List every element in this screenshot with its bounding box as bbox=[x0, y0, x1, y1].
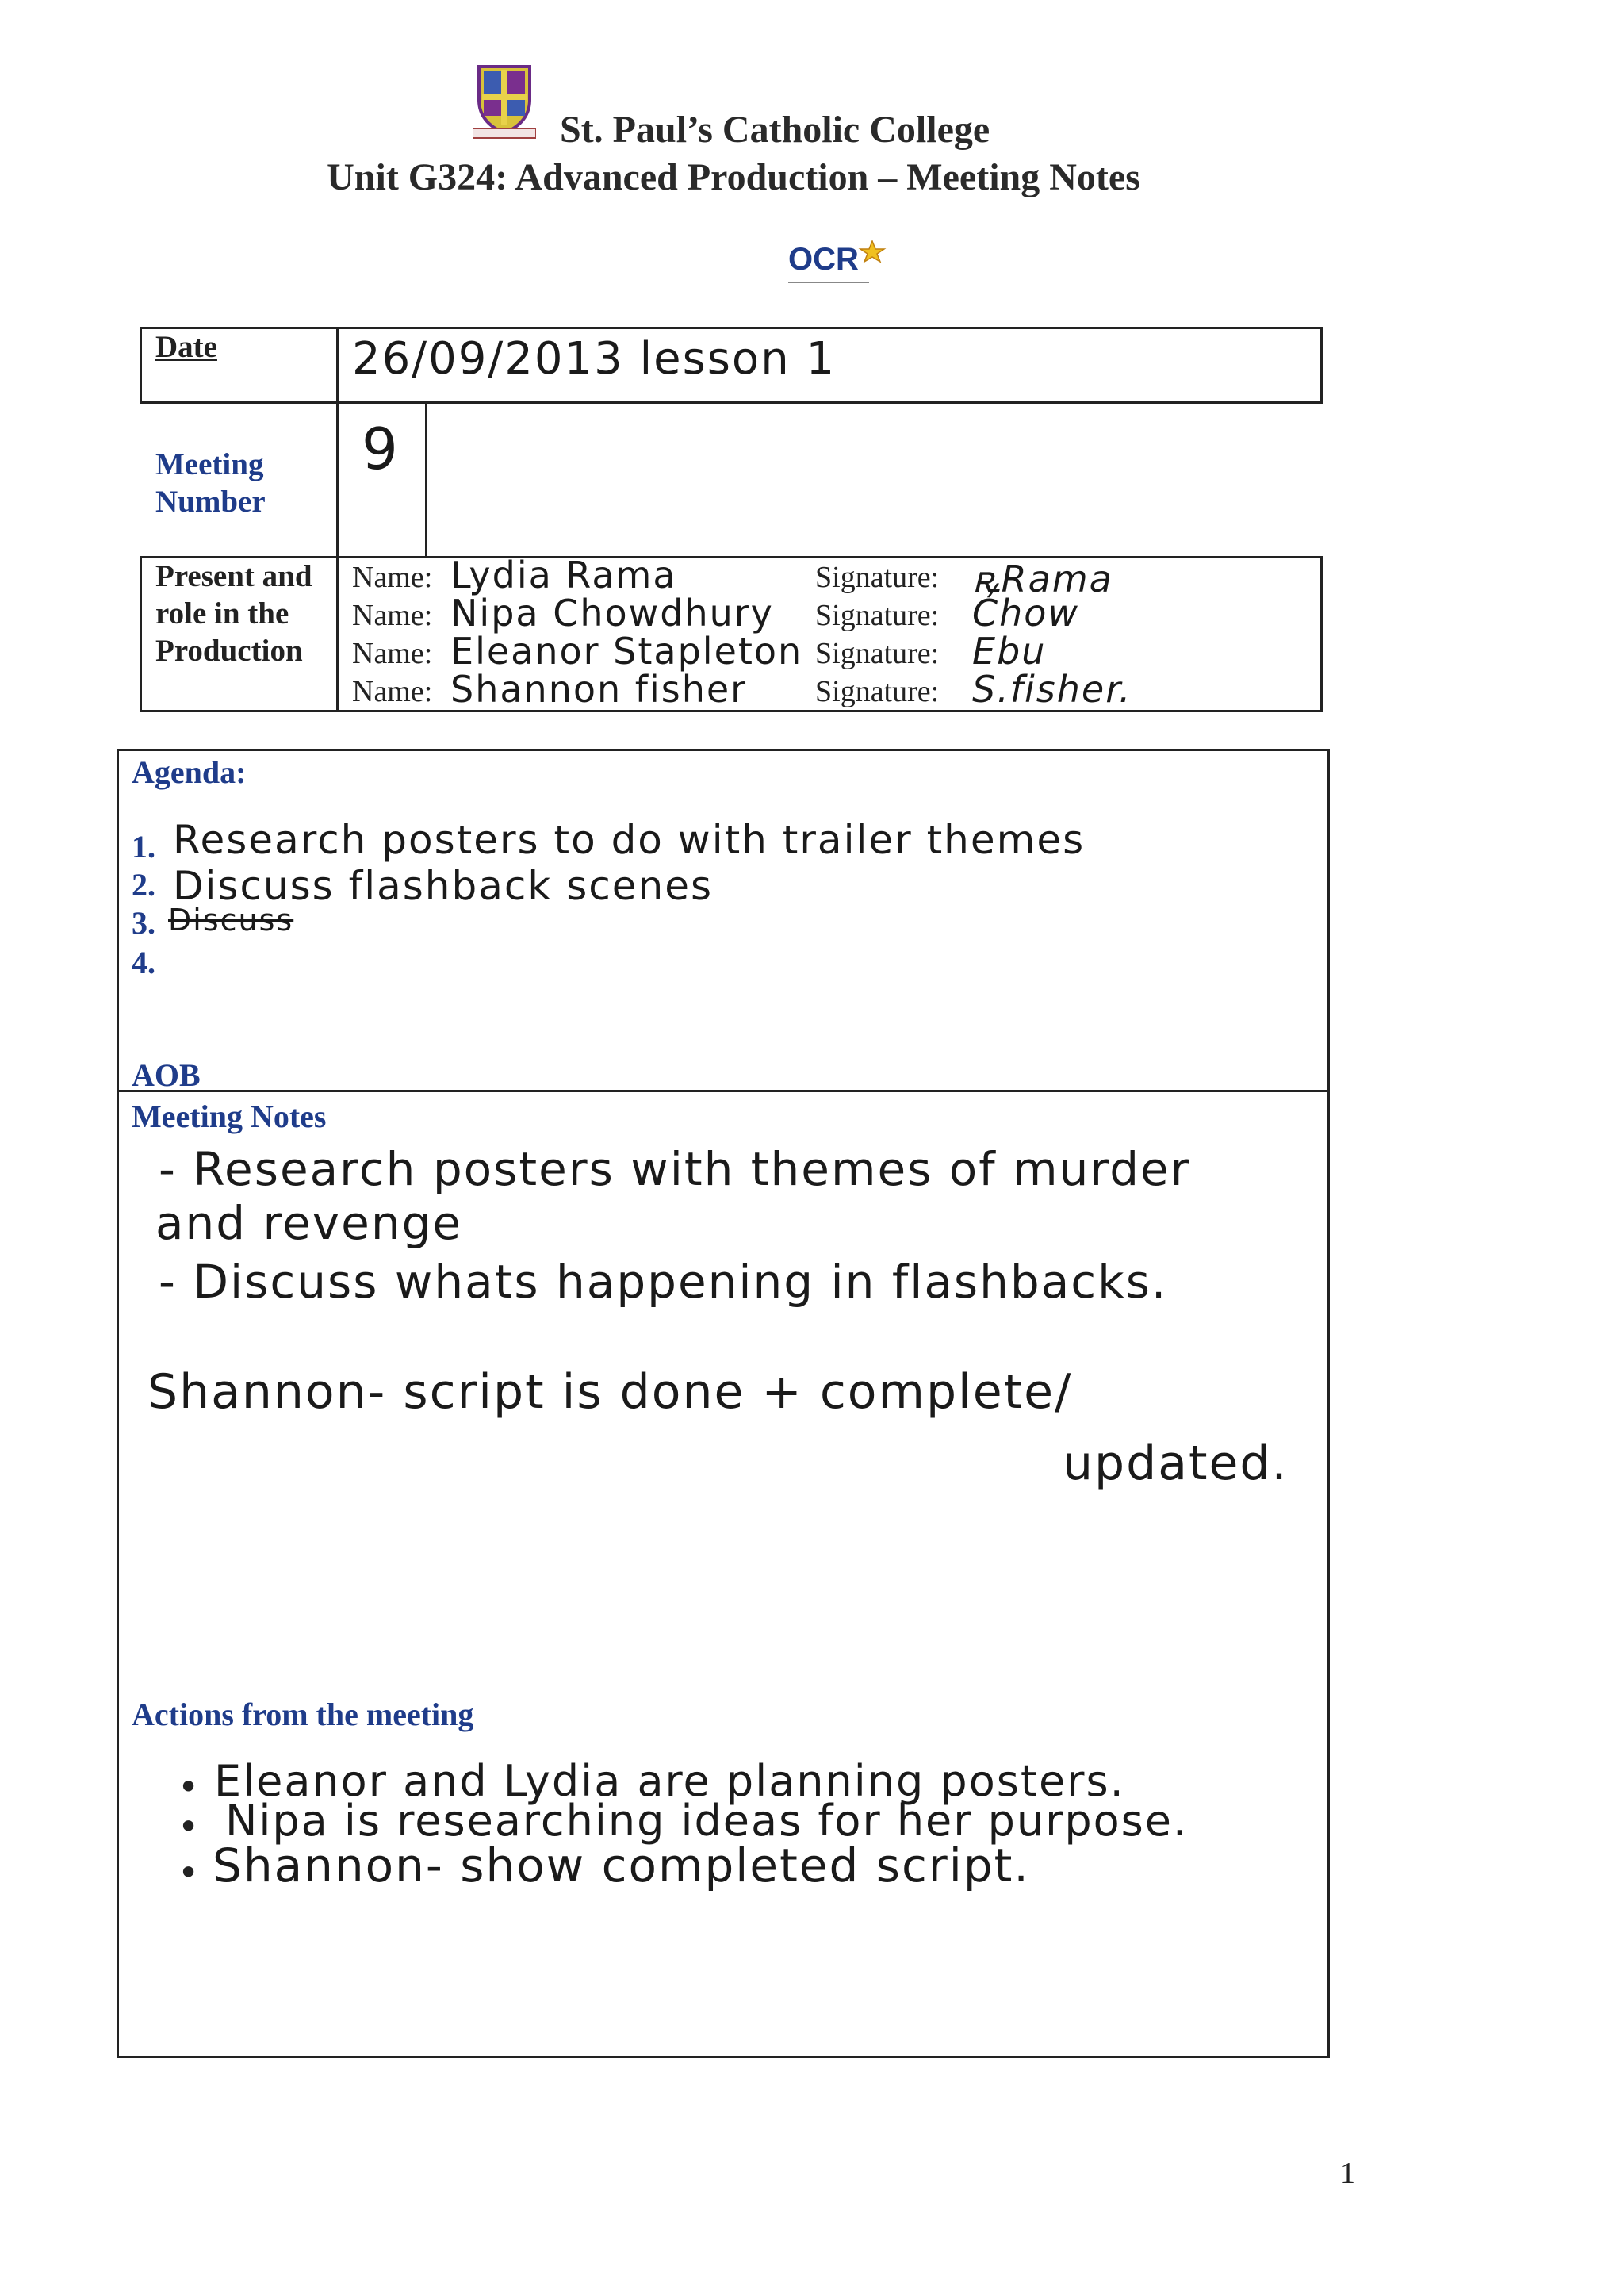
ocr-logo bbox=[787, 238, 898, 293]
date-label: Date bbox=[155, 330, 217, 364]
agenda-number: 1. bbox=[132, 829, 155, 865]
page-number: 1 bbox=[1340, 2157, 1355, 2190]
aob-label: AOB bbox=[132, 1057, 201, 1093]
note-line: Shannon- script is done + complete/ bbox=[147, 1364, 1073, 1420]
attendee-name: Shannon fisher bbox=[450, 668, 748, 711]
meeting-number-value: 9 bbox=[362, 416, 400, 482]
signature-label: Signature: bbox=[815, 561, 940, 594]
svg-text:OCR: OCR bbox=[788, 242, 859, 277]
meeting-number-label: Meeting Number bbox=[155, 447, 266, 519]
bullet-icon: • bbox=[178, 1851, 200, 1894]
agenda-number: 3. bbox=[132, 905, 155, 941]
bullet-icon: • bbox=[178, 1805, 200, 1848]
action-text: Eleanor and Lydia are planning posters. bbox=[214, 1756, 1125, 1806]
date-value: 26/09/2013 lesson 1 bbox=[352, 333, 837, 385]
note-line: and revenge bbox=[155, 1196, 463, 1250]
note-line: - Discuss whats happening in flashbacks. bbox=[159, 1255, 1168, 1309]
college-crest-logo bbox=[473, 62, 536, 140]
attendee-name: Eleanor Stapleton bbox=[450, 630, 803, 673]
signature-label: Signature: bbox=[815, 675, 940, 708]
attendee-signature: S.fisher. bbox=[972, 668, 1132, 711]
action-text: Shannon- show completed script. bbox=[213, 1839, 1030, 1892]
unit-title: Unit G324: Advanced Production – Meeting Notes bbox=[327, 156, 1140, 198]
agenda-item: Discuss flashback scenes bbox=[173, 863, 714, 909]
attendee-name: Lydia Rama bbox=[450, 554, 677, 596]
attendee-signature: Chow bbox=[972, 592, 1080, 635]
present-label: Present and role in the Production bbox=[155, 559, 312, 668]
agenda-item-crossed-out: Discuss bbox=[168, 903, 294, 938]
attendee-signature: Ebu bbox=[972, 630, 1047, 673]
attendee-signature: ꝶRama bbox=[972, 558, 1113, 600]
signature-label: Signature: bbox=[815, 637, 940, 670]
signature-label: Signature: bbox=[815, 599, 940, 632]
note-line: updated. bbox=[1063, 1436, 1289, 1491]
action-text: Nipa is researching ideas for her purpose. bbox=[225, 1796, 1189, 1846]
school-name: St. Paul’s Catholic College bbox=[560, 109, 990, 151]
agenda-number: 4. bbox=[132, 945, 155, 980]
name-label: Name: bbox=[352, 675, 433, 708]
name-label: Name: bbox=[352, 637, 433, 670]
agenda-item: Research posters to do with trailer themes bbox=[173, 817, 1086, 863]
name-label: Name: bbox=[352, 561, 433, 594]
name-label: Name: bbox=[352, 599, 433, 632]
bullet-icon: • bbox=[178, 1766, 200, 1808]
agenda-title: Agenda: bbox=[132, 754, 247, 790]
agenda-number: 2. bbox=[132, 867, 155, 903]
attendee-name: Nipa Chowdhury bbox=[450, 592, 774, 635]
note-line: - Research posters with themes of murder bbox=[159, 1142, 1191, 1196]
meeting-notes-title: Meeting Notes bbox=[132, 1099, 327, 1134]
actions-title: Actions from the meeting bbox=[132, 1697, 474, 1732]
